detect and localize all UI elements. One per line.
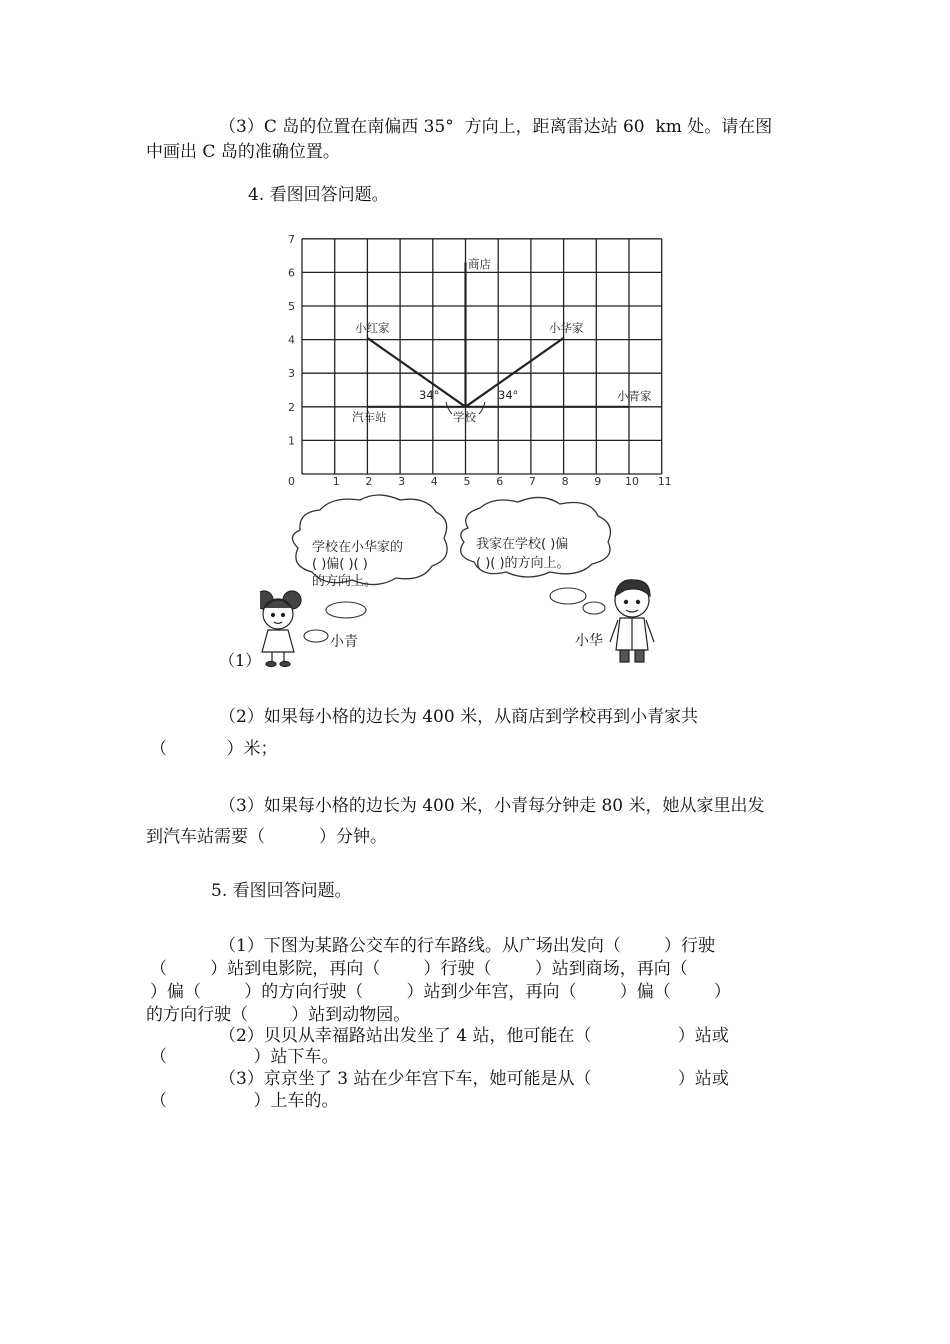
svg-text:( )( )的方向上。: ( )( )的方向上。 [476, 556, 570, 571]
q5-part1-line2: （ ）站到电影院，再向（ ）行驶（ ）站到商场，再向（ [150, 959, 688, 979]
q5-part3-line1: （3）京京坐了 3 站在少年宫下车，她可能是从（ ）站或 [219, 1069, 729, 1089]
y-tick-label: 3 [288, 367, 295, 381]
x-tick-label: 11 [657, 475, 672, 488]
label-xiaohua-home: 小华家 [549, 321, 584, 335]
y-tick-label: 4 [288, 333, 295, 347]
label-xiaohong: 小红家 [355, 321, 390, 335]
q3-intro-line1: （3）C 岛的位置在南偏西 35° 方向上，距离雷达站 60 km 处。请在图 [219, 117, 773, 137]
svg-text:学校在小华家的: 学校在小华家的 [312, 540, 404, 555]
y-tick-label: 5 [288, 300, 295, 313]
label-school: 学校 [453, 410, 476, 424]
x-tick-label: 7 [528, 475, 536, 488]
y-axis-ticks [288, 233, 295, 448]
thought-bubble-left [292, 495, 447, 642]
q5-part1-line1: （1）下图为某路公交车的行车路线。从广场出发向（ ）行驶 [219, 936, 716, 956]
label-angle-left: 34° [419, 388, 440, 402]
q5-part2-line1: （2）贝贝从幸福路站出发坐了 4 站，他可能在（ ）站或 [219, 1026, 729, 1046]
q4-part3-line1: （3）如果每小格的边长为 400 米，小青每分钟走 80 米，她从家里出发 [219, 796, 765, 816]
thought-bubble-right [461, 497, 611, 614]
girl-name: 小青 [330, 634, 358, 650]
q3-intro-line2: 中画出 C 岛的准确位置。 [146, 142, 340, 162]
label-bus-station: 汽车站 [352, 410, 387, 424]
x-tick-label: 9 [594, 475, 602, 488]
grid-figure [260, 228, 680, 678]
q5-title: 5. 看图回答问题。 [211, 881, 352, 901]
angle-arc-left [446, 402, 452, 414]
q4-title: 4. 看图回答问题。 [248, 185, 389, 205]
label-xiaoqing-home: 小青家 [617, 389, 652, 403]
q5-part3-line2: （ ）上车的。 [150, 1091, 339, 1111]
q4-part3-line2: 到汽车站需要（ ）分钟。 [146, 827, 388, 847]
q4-part2-line1: （2）如果每小格的边长为 400 米，从商店到学校再到小青家共 [219, 707, 699, 727]
x-axis-ticks [288, 475, 672, 488]
x-tick-label: 6 [496, 475, 504, 488]
x-tick-label: 2 [365, 475, 373, 488]
label-angle-right: 34° [498, 388, 519, 402]
girl-xiaoqing-illustration [260, 591, 301, 667]
x-tick-label: 10 [625, 475, 639, 488]
y-tick-label: 2 [288, 400, 295, 414]
x-tick-label: 5 [463, 475, 471, 488]
y-tick-label: 6 [288, 266, 295, 280]
boy-name: 小华 [575, 633, 603, 649]
y-tick-label: 1 [288, 434, 295, 448]
x-tick-label: 8 [561, 475, 569, 488]
x-tick-label: 4 [430, 475, 438, 488]
x-tick-label: 1 [332, 475, 340, 488]
q5-part1-line3: ）偏（ ）的方向行驶（ ）站到少年宫，再向（ ）偏（ ） [150, 982, 731, 1002]
x-tick-label: 0 [288, 475, 295, 488]
svg-text:的方向上。: 的方向上。 [312, 574, 378, 589]
q4-part2-line2: （ ）米； [150, 739, 278, 759]
y-tick-label: 7 [288, 232, 295, 246]
svg-text:我家在学校( )偏: 我家在学校( )偏 [476, 537, 569, 552]
angle-arc-right [479, 402, 485, 414]
segment-school-xiaohong [367, 338, 465, 407]
x-tick-label: 3 [398, 475, 406, 488]
label-shop: 商店 [468, 257, 491, 271]
svg-text:( )偏( )( ): ( )偏( )( ) [312, 557, 368, 572]
q5-part2-line2: （ ）站下车。 [150, 1047, 339, 1067]
q5-part1-line4: 的方向行驶（ ）站到动物园。 [146, 1005, 411, 1025]
q4-part1-label: （1） [219, 651, 262, 670]
grid-lines [302, 239, 662, 474]
boy-xiaohua-illustration [610, 580, 654, 662]
